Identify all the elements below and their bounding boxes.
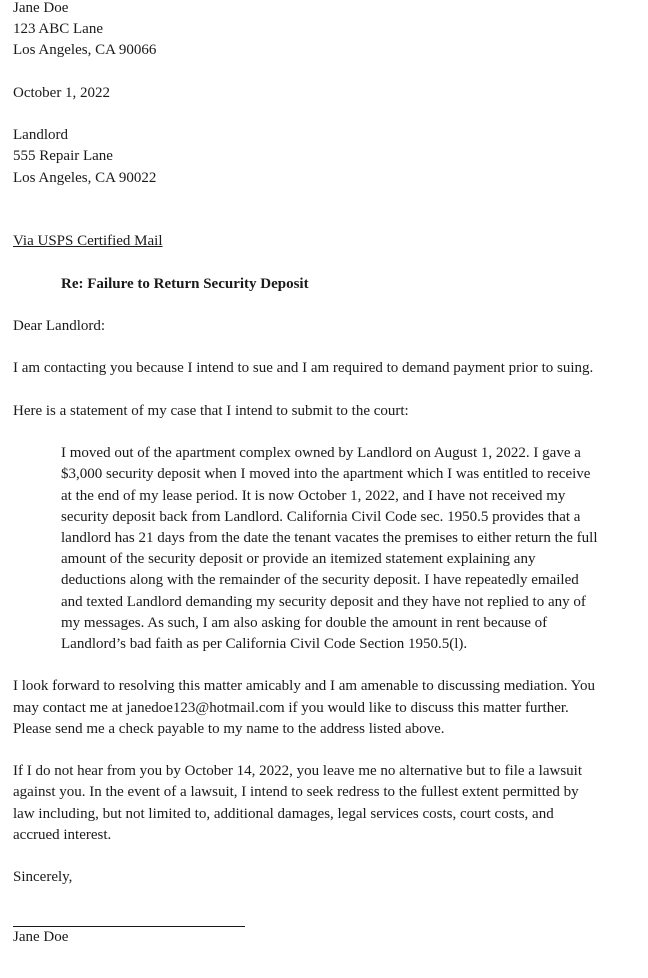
recipient-street: 555 Repair Lane [13, 148, 113, 165]
letter-document [13, 0, 641, 949]
statement-line: and texted Landlord demanding my security deposit and they have not replied to any of [61, 593, 586, 610]
deadline-line: against you. In the event of a lawsuit, I intend to seek redress to the fullest extent permitted by [13, 784, 579, 801]
resolution-line: I look forward to resolving this matter amicably and I am amenable to discussing mediation. You [13, 678, 595, 695]
case-statement [13, 443, 635, 655]
recipient-address [13, 125, 641, 189]
statement-line: landlord has 21 days from the date the tenant vacates the premises to either return the full [61, 529, 598, 546]
recipient-city-line: Los Angeles, CA 90022 [13, 169, 157, 186]
statement-line: amount of the security deposit or provide an itemized statement explaining any [61, 551, 536, 568]
deadline-line: If I do not hear from you by October 14, 2022, you leave me no alternative but to file a lawsuit [13, 763, 583, 780]
statement-intro: Here is a statement of my case that I intend to submit to the court: [13, 402, 409, 419]
statement-line: deductions along with the remainder of the security deposit. I have repeatedly emailed [61, 572, 579, 589]
statement-line: at the end of my lease period. It is now October 1, 2022, and I have not received my [61, 487, 566, 504]
sender-city-line: Los Angeles, CA 90066 [13, 42, 157, 59]
sender-street: 123 ABC Lane [13, 21, 103, 38]
deadline-paragraph [13, 761, 641, 846]
resolution-line: Please send me a check payable to my name to the address listed above. [13, 720, 445, 737]
resolution-paragraph [13, 676, 641, 740]
intro-paragraph: I am contacting you because I intend to sue and I am required to demand payment prior to suing. [13, 360, 594, 377]
resolution-line: may contact me at janedoe123@hotmail.com if you would like to discuss this matter further. [13, 699, 569, 716]
letter-date: October 1, 2022 [13, 84, 111, 101]
sender-name: Jane Doe [13, 0, 69, 16]
signature-line [13, 898, 245, 927]
statement-line: I moved out of the apartment complex owned by Landlord on August 1, 2022. I gave a [61, 445, 581, 462]
salutation: Dear Landlord: [13, 317, 106, 334]
signature-name: Jane Doe [13, 929, 69, 946]
statement-line: $3,000 security deposit when I moved into the apartment which I was entitled to receive [61, 466, 591, 483]
subject-line: Re: Failure to Return Security Deposit [61, 275, 309, 292]
closing: Sincerely, [13, 869, 73, 886]
deadline-line: accrued interest. [13, 826, 112, 843]
delivery-method: Via USPS Certified Mail [13, 233, 163, 250]
statement-line: security deposit back from Landlord. California Civil Code sec. 1950.5 provides that a [61, 508, 581, 525]
deadline-line: law including, but not limited to, additional damages, legal services costs, court costs, and [13, 805, 554, 822]
statement-line: Landlord’s bad faith as per California Civil Code Section 1950.5(l). [61, 635, 468, 652]
statement-line: my messages. As such, I am also asking for double the amount in rent because of [61, 614, 548, 631]
sender-address [13, 0, 641, 62]
recipient-name: Landlord [13, 127, 68, 144]
